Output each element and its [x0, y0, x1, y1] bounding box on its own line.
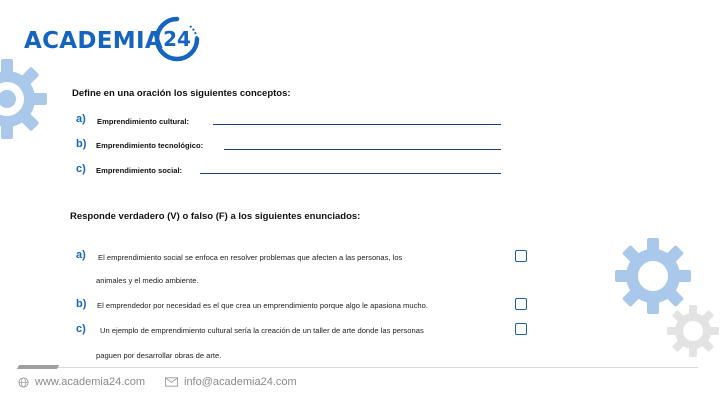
globe-icon: [18, 377, 29, 388]
s1-label-b: Emprendimiento tecnológico:: [96, 141, 204, 150]
email-text: info@academia24.com: [184, 376, 297, 388]
footer-website[interactable]: [18, 376, 145, 388]
mail-icon: [165, 377, 178, 387]
checkbox-c[interactable]: [515, 323, 527, 335]
s2-statement-b-line1: El emprendedor por necesidad es el que crea un emprendimiento porque algo le apasiona mucho.: [97, 301, 428, 310]
checkbox-a[interactable]: [515, 250, 527, 262]
brand-badge-icon: [154, 16, 200, 62]
s2-statement-a-line1: El emprendimiento social se enfoca en resolver problemas que afecten a las personas, los: [98, 253, 403, 262]
footer-divider: [18, 367, 698, 368]
footer-email[interactable]: [165, 376, 297, 388]
checkbox-b[interactable]: [515, 298, 527, 310]
brand-number: 24: [163, 27, 191, 51]
s1-label-a: Emprendimiento cultural:: [97, 117, 189, 126]
brand-name: ACADEMIA: [24, 28, 163, 54]
gear-icon-left: [0, 58, 48, 140]
s2-statement-c-line2: paguen por desarrollar obras de arte.: [96, 351, 222, 360]
s1-marker-b: b): [76, 138, 87, 150]
footer-accent: [17, 365, 59, 369]
answer-line-a[interactable]: [213, 124, 501, 125]
s2-statement-a-line2: animales y el medio ambiente.: [96, 276, 199, 285]
answer-line-b[interactable]: [224, 149, 501, 150]
section2-title: Responde verdadero (V) o falso (F) a los siguientes enunciados:: [70, 211, 361, 222]
s2-marker-b: b): [76, 298, 87, 310]
s1-marker-a: a): [76, 113, 86, 125]
s2-marker-a: a): [76, 249, 86, 261]
s1-label-c: Emprendimiento social:: [96, 166, 183, 175]
s1-marker-c: c): [76, 163, 86, 175]
answer-line-c[interactable]: [200, 173, 501, 174]
s2-statement-c-line1: Un ejemplo de emprendimiento cultural sería la creación de un taller de arte donde las personas: [100, 326, 424, 335]
section1-title: Define en una oración los siguientes conceptos:: [72, 88, 291, 99]
website-text: www.academia24.com: [35, 376, 146, 388]
gear-icon-right-gray: [666, 304, 720, 358]
s2-marker-c: c): [76, 323, 86, 335]
